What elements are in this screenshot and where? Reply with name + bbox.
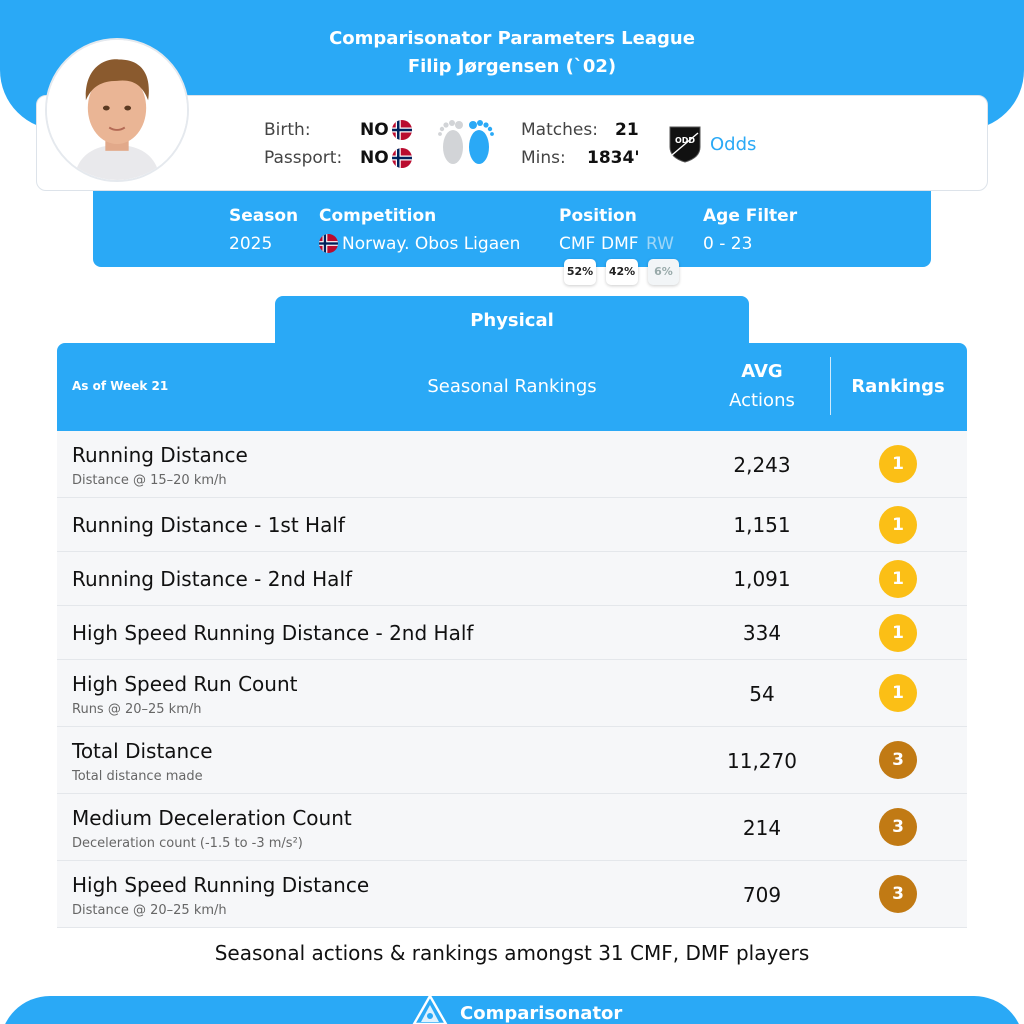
- rankings-column-header: Rankings: [851, 376, 945, 397]
- metric-value: 2,243: [733, 453, 791, 477]
- rank-badge: 1: [879, 506, 917, 544]
- mins-label: Mins:: [521, 148, 566, 168]
- seasonal-rankings-title: Seasonal Rankings: [427, 376, 597, 397]
- position-cmf-share: 52%: [564, 259, 596, 285]
- table-row[interactable]: [57, 794, 967, 861]
- header-divider: [830, 357, 831, 415]
- metric-name: High Speed Running Distance - 2nd Half: [72, 621, 474, 645]
- metric-value: 709: [742, 883, 782, 907]
- table-row[interactable]: [57, 861, 967, 928]
- metric-name: High Speed Run Count: [72, 672, 298, 696]
- norway-flag-icon: [392, 120, 412, 140]
- metric-value: 1,151: [733, 513, 791, 537]
- position-cmf[interactable]: CMF: [559, 234, 596, 254]
- season-label: Season: [229, 206, 299, 226]
- rank-badge: 1: [879, 674, 917, 712]
- matches-value: 21: [615, 120, 639, 140]
- player-avatar: [45, 38, 189, 182]
- metric-description: Distance @ 20–25 km/h: [72, 903, 227, 918]
- norway-flag-icon: [319, 234, 338, 253]
- club-logo-text: ODD: [674, 136, 696, 145]
- table-row[interactable]: [57, 431, 967, 498]
- rank-badge: 3: [879, 808, 917, 846]
- tab-physical[interactable]: Physical: [275, 296, 749, 348]
- metric-value: 11,270: [727, 749, 797, 773]
- footnote: Seasonal actions & rankings amongst 31 CMF, DMF players: [214, 941, 810, 965]
- metric-name: High Speed Running Distance: [72, 873, 370, 897]
- club-name-link[interactable]: Odds: [710, 134, 757, 155]
- rank-badge: 1: [879, 560, 917, 598]
- birth-label: Birth:: [264, 120, 311, 140]
- avg-column-header: AVG: [741, 361, 783, 382]
- table-row[interactable]: [57, 727, 967, 794]
- table-row[interactable]: [57, 498, 967, 552]
- season-value[interactable]: 2025: [229, 234, 273, 254]
- metric-name: Running Distance - 2nd Half: [72, 567, 353, 591]
- rankings-table-header: [57, 343, 967, 431]
- passport-value: NO: [360, 148, 389, 168]
- week-label: As of Week 21: [72, 379, 169, 393]
- matches-label: Matches:: [521, 120, 598, 140]
- actions-column-header: Actions: [729, 390, 795, 411]
- metric-value: 54: [749, 682, 775, 706]
- player-title: Filip Jørgensen (`02): [407, 56, 617, 77]
- metric-value: 1,091: [733, 567, 791, 591]
- competition-value[interactable]: Norway. Obos Ligaen: [342, 234, 521, 254]
- position-dmf-share: 42%: [606, 259, 638, 285]
- position-label: Position: [559, 206, 637, 226]
- metric-description: Deceleration count (-1.5 to -3 m/s²): [72, 836, 303, 851]
- table-row[interactable]: [57, 660, 967, 727]
- club-logo-icon: [668, 125, 702, 163]
- competition-label: Competition: [319, 206, 437, 226]
- position-dmf[interactable]: DMF: [601, 234, 639, 254]
- position-rw-share: 6%: [648, 259, 679, 285]
- metric-value: 214: [742, 816, 782, 840]
- rank-badge: 1: [879, 445, 917, 483]
- passport-label: Passport:: [264, 148, 343, 168]
- metric-value: 334: [742, 621, 782, 645]
- position-rw[interactable]: RW: [646, 234, 674, 254]
- filter-bar: [93, 191, 931, 267]
- rank-badge: 3: [879, 875, 917, 913]
- age-filter-label: Age Filter: [703, 206, 798, 226]
- norway-flag-icon: [392, 148, 412, 168]
- rank-badge: 1: [879, 614, 917, 652]
- comparisonator-logo-icon: [410, 995, 450, 1024]
- age-filter-value[interactable]: 0 - 23: [703, 234, 753, 254]
- league-title: Comparisonator Parameters League: [329, 28, 695, 49]
- rank-badge: 3: [879, 741, 917, 779]
- table-row[interactable]: [57, 552, 967, 606]
- mins-value: 1834': [587, 148, 640, 168]
- metric-description: Distance @ 15–20 km/h: [72, 473, 227, 488]
- metric-description: Runs @ 20–25 km/h: [72, 702, 202, 717]
- preferred-foot-icon: [435, 112, 497, 172]
- brand-name: Comparisonator: [460, 1003, 623, 1024]
- table-row[interactable]: [57, 606, 967, 660]
- metric-name: Running Distance: [72, 443, 248, 467]
- metric-name: Medium Deceleration Count: [72, 806, 352, 830]
- birth-value: NO: [360, 120, 389, 140]
- metric-description: Total distance made: [72, 769, 203, 784]
- metric-name: Total Distance: [72, 739, 213, 763]
- metric-name: Running Distance - 1st Half: [72, 513, 345, 537]
